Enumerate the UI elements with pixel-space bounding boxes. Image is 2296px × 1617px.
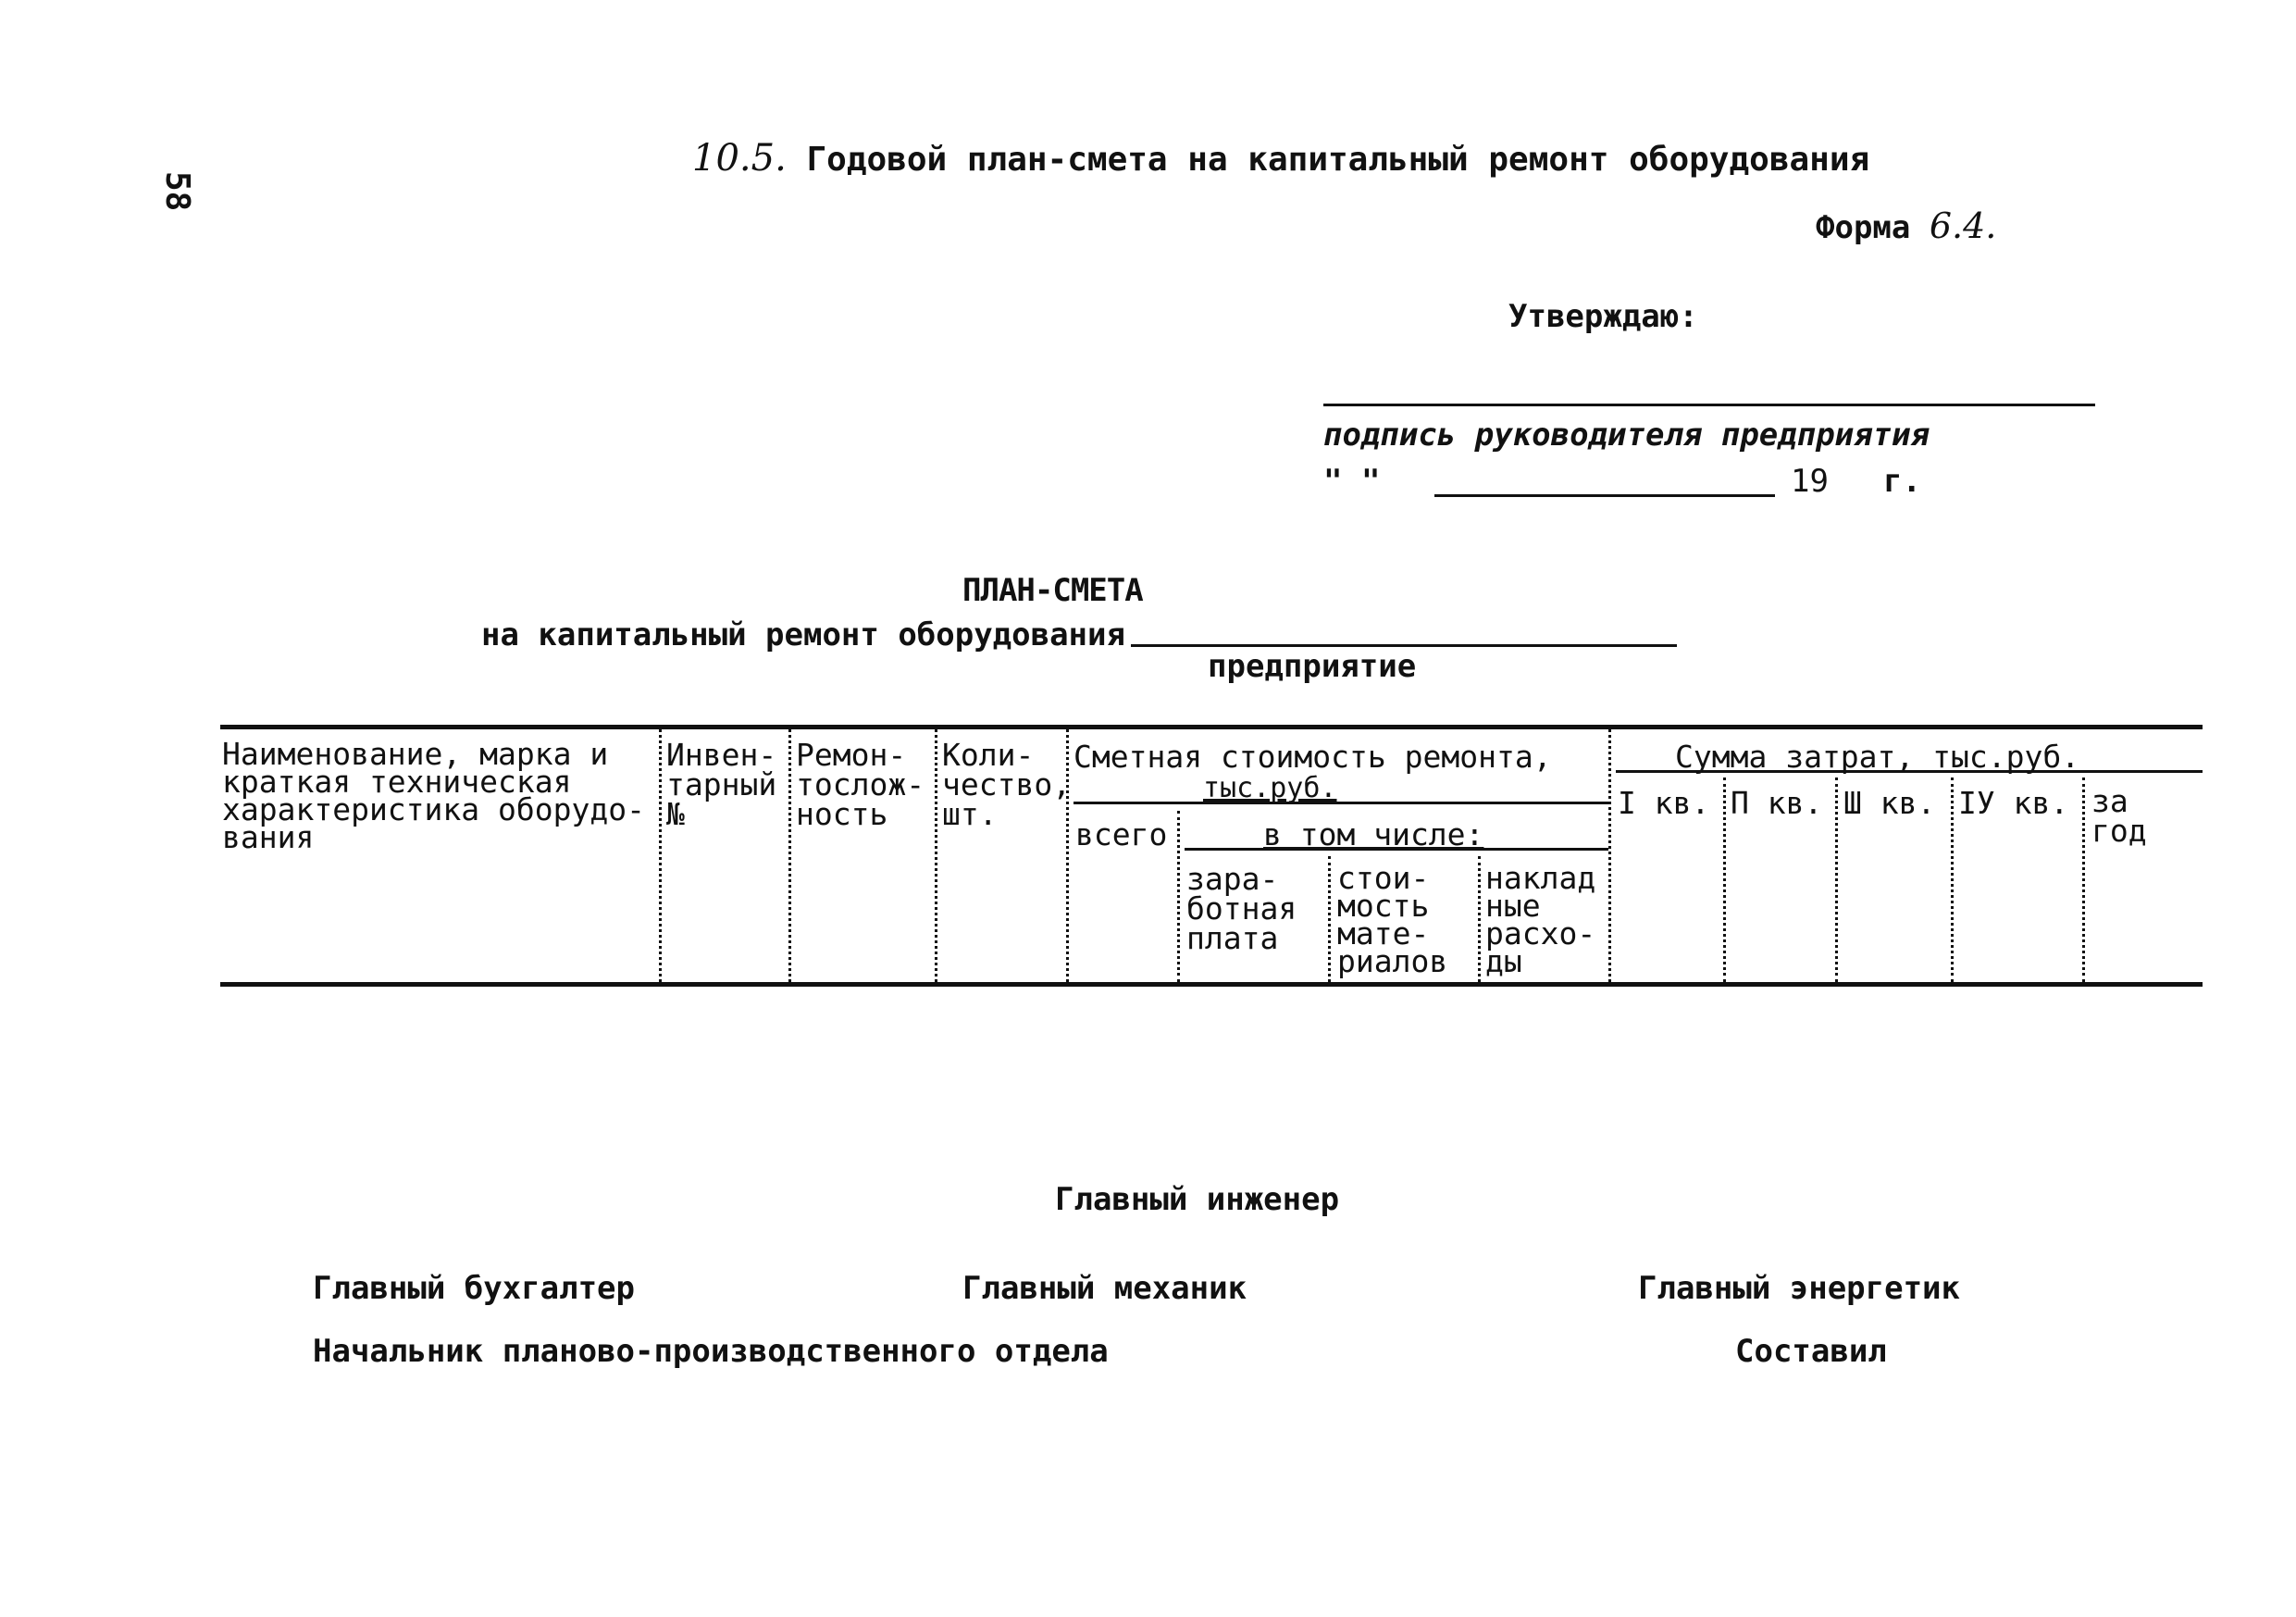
header-overhead: наклад ные расхо- ды — [1485, 860, 1596, 979]
header-total: всего — [1075, 816, 1168, 852]
col-separator — [935, 729, 937, 982]
form-label — [1816, 205, 1996, 246]
col-separator — [2082, 777, 2085, 982]
date-line — [1434, 494, 1775, 497]
header-quantity: Коли- чество, шт. — [942, 737, 1072, 832]
header-q2: П кв. — [1731, 785, 1823, 821]
header-including: в том числе: — [1263, 816, 1484, 852]
chief-accountant: Главный бухгалтер — [313, 1270, 635, 1307]
compiled-by: Составил — [1735, 1333, 1887, 1370]
form-word: Форма — [1816, 209, 1911, 246]
section-title: Годовой план-смета на капитальный ремонт оборудования — [806, 141, 1870, 179]
enterprise-line — [1131, 644, 1677, 647]
header-year: за год — [2091, 783, 2147, 849]
header-q1: I кв. — [1618, 785, 1710, 821]
planning-department-head: Начальник планово-производственного отдела — [313, 1333, 1109, 1370]
table-top-rule — [220, 725, 2203, 729]
header-materials: стои- мость мате- риалов — [1337, 860, 1448, 979]
date-quotes: " " — [1323, 463, 1381, 500]
col-separator — [788, 729, 791, 982]
col-separator — [659, 729, 662, 982]
col-separator — [1951, 777, 1954, 982]
chief-power-engineer: Главный энергетик — [1638, 1270, 1960, 1307]
header-repair-complexity: Ремон- тослож- ность — [796, 737, 925, 832]
section-heading — [692, 137, 1869, 180]
header-sum-group: Сумма затрат, тыс.руб. — [1675, 739, 2080, 775]
approval-label: Утверждаю: — [1508, 298, 1698, 335]
enterprise-caption: предприятие — [1208, 648, 1417, 685]
header-q3: Ш кв. — [1843, 785, 1936, 821]
col-separator — [1177, 811, 1180, 982]
year-suffix: г. — [1883, 463, 1921, 500]
header-inventory-number: Инвен- тарный № — [666, 737, 777, 832]
header-equipment-name: Наименование, марка и краткая техническая характеристика оборудо- вания — [222, 736, 645, 855]
col-separator — [1328, 856, 1331, 982]
chief-mechanic: Главный механик — [962, 1270, 1247, 1307]
header-wages: зара- ботная плата — [1186, 861, 1297, 956]
col-separator — [1478, 856, 1481, 982]
header-q4: IУ кв. — [1958, 785, 2069, 821]
header-cost-group: Сметная стоимость ремонта, — [1074, 739, 1552, 775]
signature-line — [1323, 404, 2095, 406]
signature-caption: подпись руководителя предприятия — [1323, 417, 1930, 454]
page-number: 58 — [158, 171, 196, 212]
header-cost-unit: тыс.руб. — [1203, 772, 1337, 804]
section-number: 10.5. — [692, 137, 787, 180]
chief-engineer: Главный инженер — [1055, 1181, 1340, 1218]
table-bottom-rule — [220, 982, 2203, 987]
year-prefix: 19 — [1791, 463, 1829, 500]
doc-subtitle: на капитальный ремонт оборудования — [481, 616, 1125, 653]
doc-title: ПЛАН-СМЕТА — [962, 572, 1143, 609]
col-separator — [1723, 777, 1726, 982]
form-number: 6.4. — [1929, 205, 1997, 246]
cost-group-rule — [1074, 802, 1608, 804]
col-separator — [1608, 729, 1611, 982]
col-separator — [1835, 777, 1838, 982]
